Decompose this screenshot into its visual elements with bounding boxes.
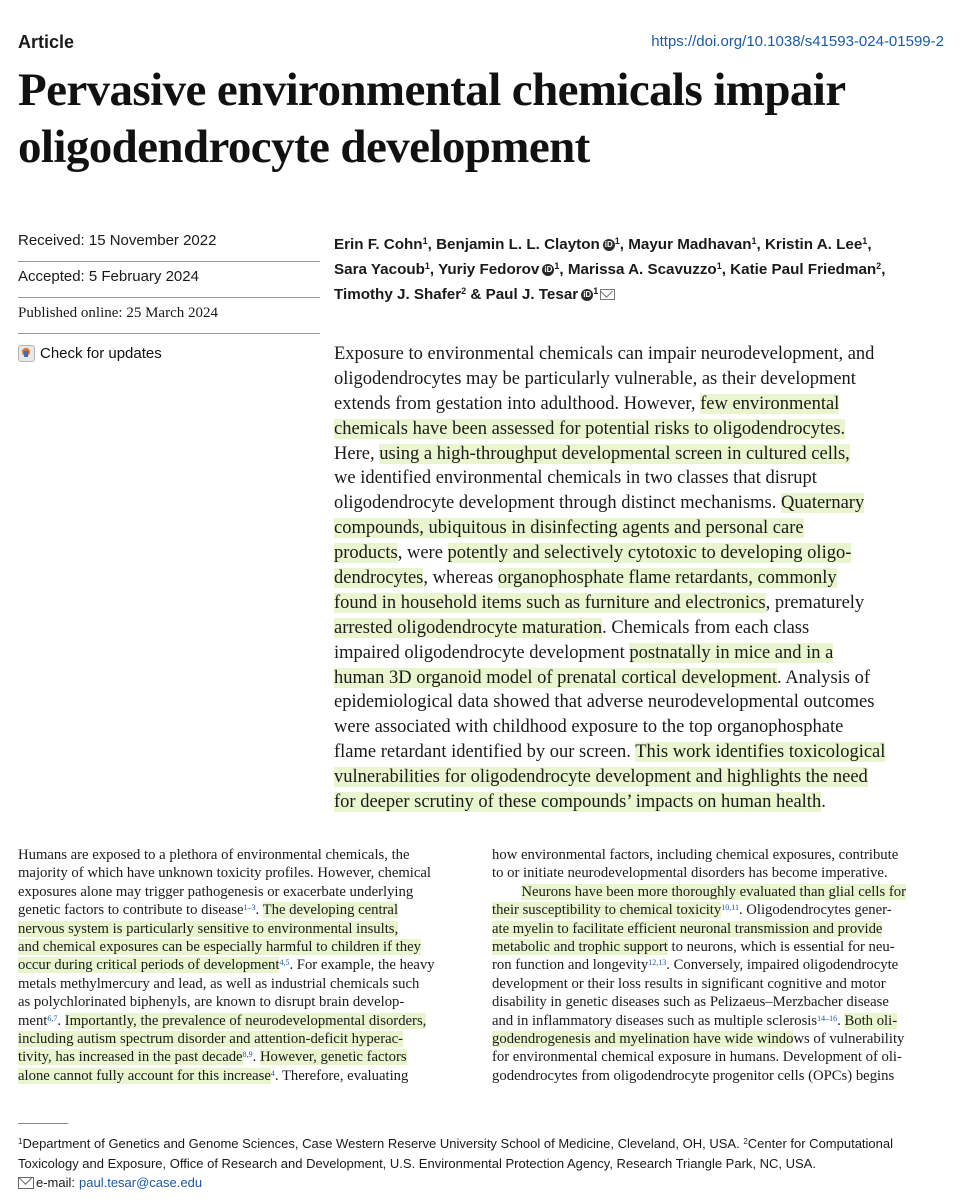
check-updates-label: Check for updates: [40, 344, 162, 362]
text-run: .: [837, 1012, 845, 1029]
affiliation-line-2: Toxicology and Exposure, Office of Research and Development, U.S. Environmental Protection Agency, Research Triangle Park, NC, USA.: [18, 1155, 816, 1171]
text-run: exposures alone may trigger pathogenesis or exacerbate underlying: [18, 883, 414, 900]
author-affiliation-sup: 1: [424, 261, 430, 271]
abstract-line: [334, 466, 946, 491]
author-affiliation-sup: 1: [862, 236, 868, 246]
body-column-left: [18, 846, 472, 1085]
accepted-date: Accepted: 5 February 2024: [18, 267, 320, 298]
abstract-line: [334, 616, 946, 641]
text-run: ment: [18, 1012, 48, 1029]
highlighted-text: ate myelin to facilitate efficient neuronal transmission and provide: [492, 920, 883, 937]
text-run: godendrocytes from oligodendrocyte progenitor cells (OPCs) begins: [492, 1067, 895, 1084]
affiliation-text-1b: Center for Computational: [747, 1136, 894, 1151]
abstract-line: [334, 740, 946, 765]
published-date: Published online: 25 March 2024: [18, 303, 320, 334]
email-label: e-mail:: [36, 1175, 76, 1191]
text-run: Here,: [334, 443, 380, 464]
body-line: [492, 956, 946, 974]
text-run: ws of vulnerability: [793, 1030, 905, 1047]
text-run: , whereas: [423, 568, 498, 589]
abstract: [334, 342, 946, 815]
text-run: to neurons, which is essential for neu-: [667, 938, 895, 955]
highlighted-text: using a high-throughput developmental screen in cultured cells,: [379, 443, 850, 464]
text-run: and in inflammatory diseases such as multiple sclerosis: [492, 1012, 818, 1029]
orcid-icon[interactable]: iD: [604, 239, 613, 249]
author-name[interactable]: Yuriy Fedorov: [438, 261, 540, 278]
body-line: [18, 883, 472, 901]
body-line: [492, 883, 946, 901]
article-type-label: Article: [18, 32, 75, 52]
highlighted-text: organophosphate flame retardants, commonly: [497, 568, 837, 589]
affiliation-text-1: Department of Genetics and Genome Sciences, Case Western Reserve University School of Medicine, Cleveland, OH, USA.: [22, 1136, 744, 1151]
abstract-line: [334, 715, 946, 740]
abstract-line: [334, 591, 946, 616]
body-column-right: [492, 846, 946, 1085]
body-line: [492, 920, 946, 938]
text-run: .: [255, 902, 263, 919]
author-name[interactable]: Erin F. Cohn: [334, 236, 423, 253]
abstract-line: [334, 541, 946, 566]
abstract-line: [334, 491, 946, 516]
text-run: , prematurely: [765, 592, 865, 613]
affiliation-sup-2: 2: [743, 1137, 748, 1146]
body-line: [18, 1030, 472, 1048]
highlighted-text: This work identifies toxicological: [635, 742, 886, 763]
abstract-line: [334, 516, 946, 541]
author-affiliation-sup: 2: [876, 261, 882, 271]
author-name[interactable]: Mayur Madhavan: [628, 236, 752, 253]
abstract-line: [334, 641, 946, 666]
body-line: [18, 846, 472, 864]
author-name[interactable]: Katie Paul Friedman: [730, 261, 877, 278]
highlighted-text: occur during critical periods of development: [18, 957, 280, 974]
check-updates-icon: [18, 345, 35, 362]
highlighted-text: arrested oligodendrocyte maturation: [334, 617, 603, 638]
text-run: extends from gestation into adulthood. However,: [334, 393, 701, 414]
abstract-line: [334, 566, 946, 591]
body-line: [492, 1012, 946, 1030]
text-run: oligodendrocyte development through distinct mechanisms.: [334, 493, 781, 514]
text-run: flame retardant identified by our screen.: [334, 742, 636, 763]
author-line: Erin F. Cohn$^1$, Benjamin L. L. Clayton iD $^1$, Mayur Madhavan$^1$, Kristin A. Lee$^1$,: [334, 236, 872, 253]
author-affiliation-sup: 1: [422, 236, 428, 246]
text-run: . Oligodendrocytes gener-: [738, 902, 892, 919]
text-run: . Chemicals from each class: [602, 617, 810, 638]
text-run: majority of which have unknown toxicity profiles. However, chemical: [18, 865, 431, 882]
highlighted-text: Both oli-: [844, 1012, 898, 1029]
highlighted-text: Quaternary: [781, 493, 865, 514]
body-line: [492, 993, 946, 1011]
text-run: impaired oligodendrocyte development: [334, 642, 630, 663]
title-line-1: Pervasive environmental chemicals impair: [18, 64, 846, 116]
text-run: , were: [397, 543, 448, 564]
author-name[interactable]: Marissa A. Scavuzzo: [567, 261, 717, 278]
text-run: .: [57, 1012, 65, 1029]
article-meta: [18, 226, 320, 366]
text-run: . Therefore, evaluating: [274, 1067, 409, 1084]
highlighted-text: their susceptibility to chemical toxicity: [492, 902, 722, 919]
body-line: [492, 1067, 946, 1085]
citation-ref[interactable]: 12,13: [648, 958, 667, 968]
highlighted-text: potently and selectively cytotoxic to developing oligo-: [447, 543, 852, 564]
email-link[interactable]: paul.tesar@case.edu: [79, 1175, 203, 1191]
body-line: [18, 1012, 472, 1030]
highlighted-text: compounds, ubiquitous in disinfecting agents and personal care: [334, 518, 804, 539]
author-affiliation-sup: 1: [614, 236, 620, 246]
highlighted-text: tivity, has increased in the past decade: [18, 1049, 243, 1066]
footnote-divider: [18, 1123, 68, 1124]
highlighted-text: alone cannot fully account for this increase: [18, 1067, 271, 1084]
body-line: [18, 975, 472, 993]
affiliations-footnote: [18, 1134, 948, 1193]
text-run: .: [252, 1049, 260, 1066]
author-affiliation-sup: 1: [716, 261, 722, 271]
highlighted-text: products: [334, 543, 398, 564]
body-line: [18, 993, 472, 1011]
text-run: were associated with childhood exposure to the top organophosphate: [334, 717, 844, 738]
abstract-line: [334, 367, 946, 392]
highlighted-text: Neurons have been more thoroughly evaluated than glial cells for: [521, 883, 906, 900]
text-run: ron function and longevity: [492, 957, 649, 974]
citation-ref[interactable]: 6,7: [47, 1013, 58, 1023]
email-icon[interactable]: [600, 289, 615, 300]
text-run: how environmental factors, including chemical exposures, contribute: [492, 847, 899, 863]
text-run: oligodendrocytes may be particularly vulnerable, as their development: [334, 368, 856, 389]
body-line: [492, 938, 946, 956]
orcid-icon[interactable]: iD: [583, 289, 592, 299]
author-affiliation-sup: 1: [554, 261, 560, 271]
text-run: we identified environmental chemicals in two classes that disrupt: [334, 468, 817, 489]
text-run: genetic factors to contribute to disease: [18, 902, 244, 919]
highlighted-text: chemicals have been assessed for potential risks to oligodendrocytes.: [334, 418, 846, 439]
text-run: [492, 884, 521, 900]
highlighted-text: dendrocytes: [334, 568, 424, 589]
abstract-line: [334, 690, 946, 715]
body-line: [18, 956, 472, 974]
body-line: [492, 1030, 946, 1048]
body-line: [18, 1067, 472, 1085]
citation-ref[interactable]: 8,9: [242, 1050, 253, 1060]
author-list: [334, 232, 946, 307]
abstract-line: [334, 342, 946, 367]
check-for-updates-button[interactable]: [18, 340, 320, 366]
author-name[interactable]: Benjamin L. L. Clayton: [436, 236, 600, 253]
text-run: as polychlorinated biphenyls, are known to disrupt brain develop-: [18, 994, 405, 1011]
author-name[interactable]: Paul J. Tesar: [485, 286, 579, 303]
author-affiliation-sup: 1: [593, 286, 599, 296]
body-line: [18, 901, 472, 919]
body-line: [492, 901, 946, 919]
highlighted-text: found in household items such as furniture and electronics: [334, 592, 766, 613]
abstract-line: [334, 442, 946, 467]
text-run: epidemiological data showed that adverse neurodevelopmental outcomes: [334, 692, 875, 713]
top-bar: [18, 30, 944, 56]
highlighted-text: including autism spectrum disorder and attention-deficit hyperac-: [18, 1030, 404, 1047]
text-run: metals methylmercury and lead, as well as industrial chemicals such: [18, 975, 420, 992]
author-affiliation-sup: 2: [461, 286, 467, 296]
abstract-line: [334, 417, 946, 442]
citation-ref[interactable]: 10,11: [721, 903, 739, 913]
envelope-icon: [18, 1177, 34, 1189]
highlighted-text: few environmental: [700, 393, 840, 414]
highlighted-text: for deeper scrutiny of these compounds’ impacts on human health: [334, 792, 822, 813]
text-run: Humans are exposed to a plethora of environmental chemicals, the: [18, 847, 410, 863]
text-run: . Conversely, impaired oligodendrocyte: [666, 957, 899, 974]
affiliation-line-1: [18, 1134, 948, 1154]
citation-ref[interactable]: 4,5: [279, 958, 290, 968]
author-affiliation-sup: 1: [751, 236, 757, 246]
citation-ref[interactable]: 1–3: [243, 903, 256, 913]
doi-link[interactable]: https://doi.org/10.1038/s41593-024-01599-2: [651, 33, 944, 50]
abstract-line: [334, 790, 946, 815]
highlighted-text: human 3D organoid model of prenatal cortical development: [334, 667, 778, 688]
text-run: for environmental chemical exposure in humans. Development of oli-: [492, 1049, 902, 1066]
body-line: [18, 864, 472, 882]
citation-ref[interactable]: 4: [270, 1068, 275, 1078]
text-run: .: [821, 792, 826, 813]
text-run: . For example, the heavy: [289, 957, 435, 974]
highlighted-text: metabolic and trophic support: [492, 938, 668, 955]
affiliation-sup-1: 1: [18, 1137, 23, 1146]
text-run: development or their loss results in significant cognitive and motor: [492, 975, 886, 992]
author-name[interactable]: Timothy J. Shafer: [334, 286, 462, 303]
body-line: [18, 1048, 472, 1066]
abstract-line: [334, 392, 946, 417]
abstract-line: [334, 666, 946, 691]
body-line: [492, 864, 946, 882]
body-line: [492, 1048, 946, 1066]
highlighted-text: The developing central: [262, 902, 399, 919]
text-run: to or initiate neurodevelopmental disorders has become imperative.: [492, 865, 888, 882]
text-run: . Analysis of: [777, 667, 871, 688]
highlighted-text: Importantly, the prevalence of neurodevelopmental disorders,: [64, 1012, 427, 1029]
orcid-icon[interactable]: iD: [544, 264, 553, 274]
text-run: Exposure to environmental chemicals can impair neurodevelopment, and: [334, 344, 875, 364]
body-line: [18, 938, 472, 956]
page-title: [18, 62, 948, 176]
abstract-line: [334, 765, 946, 790]
author-line: Timothy J. Shafer$^2$ & Paul J. Tesar iD $^1$: [334, 282, 946, 307]
email-line: [18, 1173, 948, 1193]
highlighted-text: However, genetic factors: [259, 1049, 407, 1066]
author-name[interactable]: Kristin A. Lee: [764, 236, 863, 253]
title-line-2: oligodendrocyte development: [18, 121, 590, 173]
highlighted-text: vulnerabilities for oligodendrocyte development and highlights the need: [334, 767, 868, 788]
body-line: [18, 920, 472, 938]
body-line: [492, 846, 946, 864]
received-date: Received: 15 November 2022: [18, 231, 320, 262]
author-line: Sara Yacoub$^1$, Yuriy Fedorov iD $^1$, Marissa A. Scavuzzo$^1$, Katie Paul Friedman$^2$,: [334, 261, 886, 278]
citation-ref[interactable]: 14–16: [817, 1013, 838, 1023]
author-name[interactable]: Sara Yacoub: [334, 261, 425, 278]
body-line: [492, 975, 946, 993]
highlighted-text: godendrogenesis and myelination have wide windo: [492, 1030, 794, 1047]
highlighted-text: and chemical exposures can be especially harmful to children if they: [18, 938, 421, 955]
highlighted-text: postnatally in mice and in a: [629, 642, 834, 663]
highlighted-text: nervous system is particularly sensitive to environmental insults,: [18, 920, 399, 937]
text-run: disability in genetic diseases such as Pelizaeus–Merzbacher disease: [492, 994, 889, 1011]
